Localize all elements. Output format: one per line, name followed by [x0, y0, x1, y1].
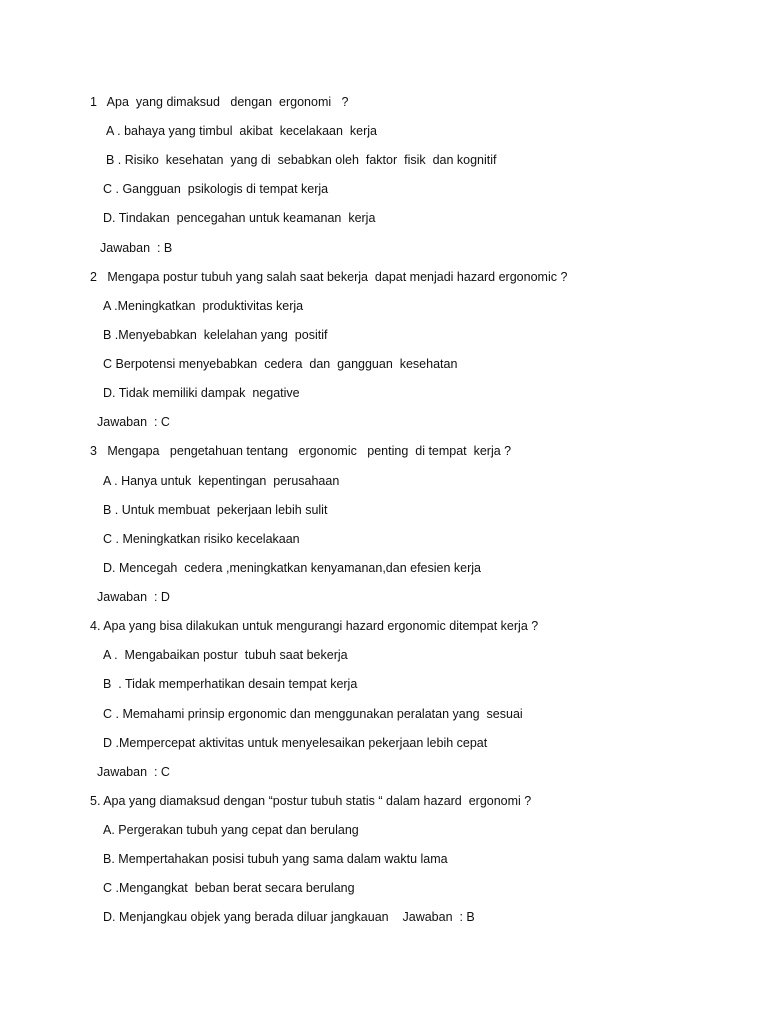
question-3: 3 Mengapa pengetahuan tentang ergonomic penting di tempat kerja ?	[90, 444, 512, 458]
q5-option-a: A. Pergerakan tubuh yang cepat dan berulang	[103, 823, 359, 837]
q4-option-a: A . Mengabaikan postur tubuh saat bekerja	[103, 648, 348, 662]
question-1: 1 Apa yang dimaksud dengan ergonomi ?	[90, 95, 349, 109]
q3-option-c: C . Meningkatkan risiko kecelakaan	[103, 532, 300, 546]
question-5: 5. Apa yang diamaksud dengan “postur tubuh statis “ dalam hazard ergonomi ?	[90, 794, 532, 808]
q3-option-a: A . Hanya untuk kepentingan perusahaan	[103, 474, 340, 488]
q5-option-c: C .Mengangkat beban berat secara berulang	[103, 881, 355, 895]
q4-answer: Jawaban : C	[97, 765, 170, 779]
q5-option-d-and-answer: D. Menjangkau objek yang berada diluar jangkauan Jawaban : B	[103, 910, 475, 924]
q3-option-d: D. Mencegah cedera ,meningkatkan kenyamanan,dan efesien kerja	[103, 561, 482, 575]
question-4: 4. Apa yang bisa dilakukan untuk mengurangi hazard ergonomic ditempat kerja ?	[90, 619, 539, 633]
question-2: 2 Mengapa postur tubuh yang salah saat bekerja dapat menjadi hazard ergonomic ?	[90, 270, 568, 284]
q2-option-a: A .Meningkatkan produktivitas kerja	[103, 299, 304, 313]
q3-option-b: B . Untuk membuat pekerjaan lebih sulit	[103, 503, 328, 517]
q1-option-c: C . Gangguan psikologis di tempat kerja	[103, 182, 329, 196]
q1-option-b: B . Risiko kesehatan yang di sebabkan oleh faktor fisik dan kognitif	[106, 153, 497, 167]
q1-option-a: A . bahaya yang timbul akibat kecelakaan kerja	[106, 124, 377, 138]
q2-option-d: D. Tidak memiliki dampak negative	[103, 386, 300, 400]
q2-option-c: C Berpotensi menyebabkan cedera dan gangguan kesehatan	[103, 357, 458, 371]
q5-option-b: B. Mempertahakan posisi tubuh yang sama dalam waktu lama	[103, 852, 448, 866]
q4-option-c: C . Memahami prinsip ergonomic dan menggunakan peralatan yang sesuai	[103, 707, 523, 721]
q3-answer: Jawaban : D	[97, 590, 170, 604]
q2-option-b: B .Menyebabkan kelelahan yang positif	[103, 328, 328, 342]
q4-option-d: D .Mempercepat aktivitas untuk menyelesaikan pekerjaan lebih cepat	[103, 736, 488, 750]
q2-answer: Jawaban : C	[97, 415, 170, 429]
q1-option-d: D. Tindakan pencegahan untuk keamanan kerja	[103, 211, 376, 225]
q4-option-b: B . Tidak memperhatikan desain tempat kerja	[103, 677, 358, 691]
q1-answer: Jawaban : B	[100, 241, 173, 255]
